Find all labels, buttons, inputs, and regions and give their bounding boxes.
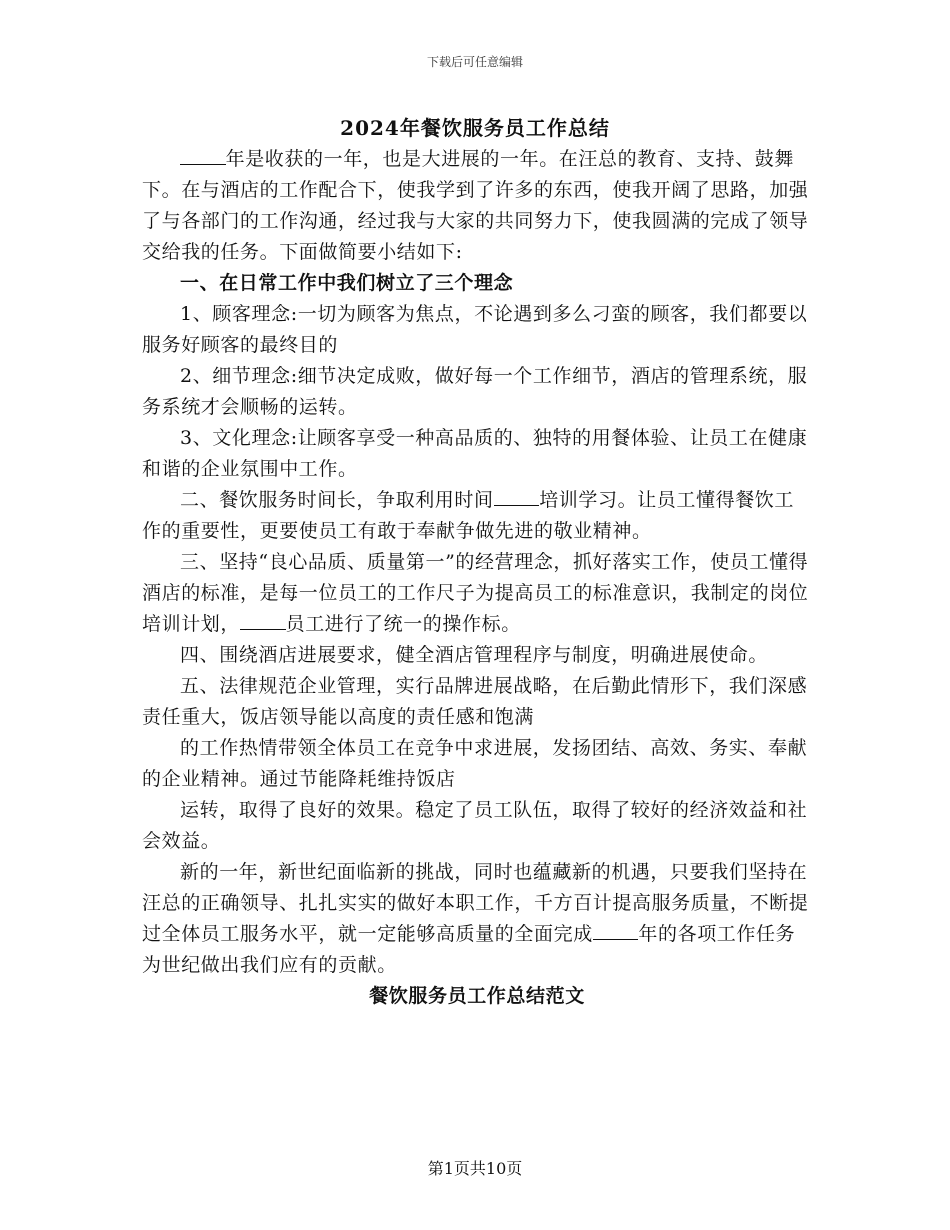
intro-text: 年是收获的一年，也是大进展的一年。在汪总的教育、支持、鼓舞下。在与酒店的工作配合下，使我学到了许多的东西，使我开阔了思路，加强了与各部门的工作沟通，经过我与大家的共同努力下，使我圆满的完成了领导交给我的任务。下面做简要小结如下: [142, 148, 809, 263]
intro-paragraph [142, 144, 812, 268]
section-paragraph [142, 485, 812, 547]
blank-field [240, 612, 286, 630]
page-indicator: 第1页共10页 [427, 1159, 523, 1178]
section-text: 员工进行了统一的操作标。 [285, 613, 521, 635]
section-paragraph: 运转，取得了良好的效果。稳定了员工队伍，取得了较好的经济效益和社会效益。 [142, 799, 808, 852]
section-heading: 一、在日常工作中我们树立了三个理念 [180, 272, 514, 294]
header-note: 下载后可任意编辑 [426, 55, 523, 69]
document-body [142, 144, 812, 1012]
blank-field [593, 922, 639, 940]
section-text: 三、坚持“良心品质、质量第一”的经营理念，抓好落实工作，使员工懂得酒店的标准，是每一位员工的工作尺子为提高员工的标准意识，我制定的岗位培训计划， [142, 551, 809, 635]
document-title: 2024年餐饮服务员工作总结 [340, 116, 610, 140]
concept-item: 1、顾客理念:一切为顾客为焦点，不论遇到多么刁蛮的顾客，我们都要以服务好顾客的最终目的 [142, 303, 808, 356]
section-paragraph: 的工作热情带领全体员工在竞争中求进展，发扬团结、高效、务实、奉献的企业精神。通过节能降耗维持饭店 [142, 737, 808, 790]
section-text: 培训学习。让员工懂得餐饮工作的重要性，更要使员工有敢于奉献争做先进的敬业精神。 [142, 489, 795, 542]
closing-text: 新的一年，新世纪面临新的挑战，同时也蕴藏新的机遇，只要我们坚持在汪总的正确领导、扎扎实实的做好本职工作，千方百计提高服务质量，不断提过全体员工服务水平，就一定能够高质量的全面完成 [142, 861, 809, 945]
closing-text: 年的各项工作任务为世纪做出我们应有的贡献。 [142, 923, 796, 976]
section-paragraph: 五、法律规范企业管理，实行品牌进展战略，在后勤此情形下，我们深感责任重大，饭店领导能以高度的责任感和饱满 [142, 675, 808, 728]
section-paragraph [142, 547, 812, 640]
next-section-title: 餐饮服务员工作总结范文 [369, 985, 585, 1007]
concept-item: 2、细节理念:细节决定成败，做好每一个工作细节，酒店的管理系统，服务系统才会顺畅的运转。 [142, 365, 808, 418]
blank-field [180, 147, 226, 165]
closing-paragraph [142, 857, 812, 981]
section-text: 二、餐饮服务时间长，争取利用时间 [180, 489, 494, 511]
concept-item: 3、文化理念:让顾客享受一种高品质的、独特的用餐体验、让员工在健康和谐的企业氛围中工作。 [142, 427, 808, 480]
section-paragraph: 四、围绕酒店进展要求，健全酒店管理程序与制度，明确进展使命。 [180, 644, 769, 666]
blank-field [494, 488, 540, 506]
